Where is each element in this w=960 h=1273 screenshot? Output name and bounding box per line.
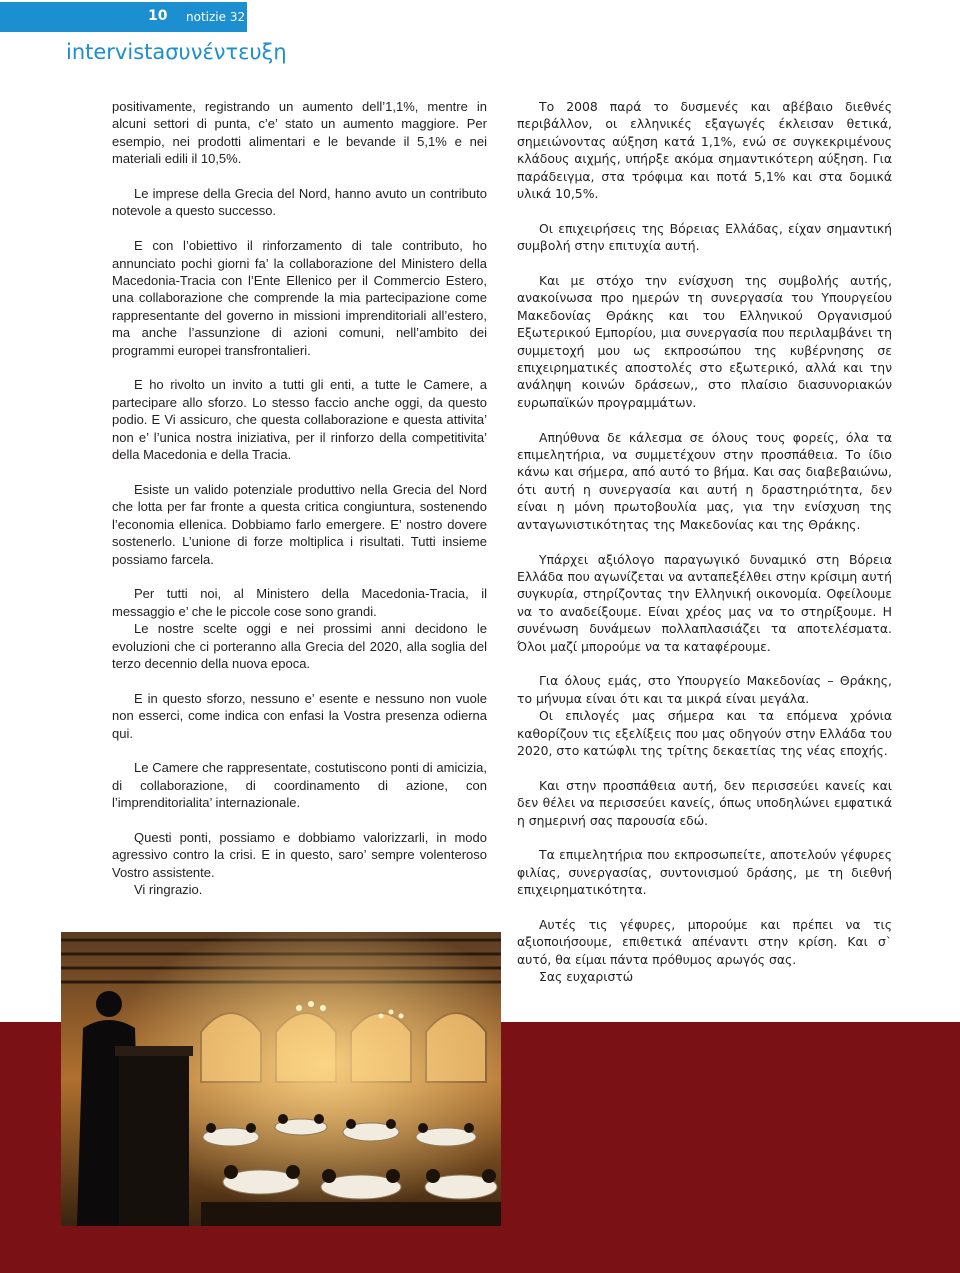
gr-paragraph-6: Για όλους εμάς, στο Υπουργείο Μακεδονίας – Θράκης, το μήνυμα είναι ότι και τα μικρά είναι μεγάλα. — [517, 673, 892, 706]
it-paragraph-9: Le Camere che rappresentate, costutiscono ponti di amicizia, di collaborazione, di coordinamento di azione, con l’imprenditorialita’ internazionale. — [112, 760, 487, 811]
it-paragraph-1: positivamente, registrando un aumento dell’1,1%, mentre in alcuni settori di punta, c’e’ stato un aumento maggiore. Per esempio, nei prodotti alimentari e le bevande il 5,1% e nei materiali edili il 10,5%. — [112, 99, 487, 167]
gr-paragraph-4: Απηύθυνα δε κάλεσμα σε όλους τους φορείς, όλα τα επιμελητήρια, να συμμετέχουν στην προσπάθεια. Το ίδιο κάνω και σήμερα, από αυτό το βήμα. Και σας διαβεβαιώνω, ότι αυτή η συνεργασία και αυτή η δραστηριότητα, δεν είναι η μόνη πρωτοβουλία μας, για την ενίσχυση της ανταγωνιστικότητας της Μακεδονίας και της Θράκης. — [517, 429, 892, 532]
banquet-hall-illustration — [61, 932, 501, 1226]
gr-paragraph-10: Αυτές τις γέφυρες, μπορούμε και πρέπει να τις αξιοποιήσουμε, επιθετικά απέναντι στην κρίση. Και σ` αυτό, θα είμαι πάντα πρόθυμος αρωγός σας. — [517, 916, 892, 967]
section-title-latin: intervista — [66, 40, 166, 64]
it-paragraph-10: Questi ponti, possiamo e dobbiamo valorizzarli, in modo agressivo contro la crisi. E in questo, saro’ sempre volenteroso Vostro assistente. — [112, 829, 487, 880]
it-paragraph-3: E con l’obiettivo il rinforzamento di tale contributo, ho annunciato pochi giorni fa’ la collaborazione del Ministero della Macedonia-Tracia con l’Ente Ellenico per il Commercio Estero, una collaborazione che comprende la mia partecipazione come rappresentante del governo in missioni imprenditoriali all’estero, ma anche l’assunzione di azioni comuni, nell’ambito dei programmi europei transfrontalieri. — [112, 238, 487, 358]
magazine-name: notizie 32 — [186, 10, 246, 24]
gr-paragraph-1: Το 2008 παρά το δυσμενές και αβέβαιο διεθνές περιβάλλον, οι ελληνικές εξαγωγές έκλεισαν θετικά, σημειώνοντας αύξηση κατά 1,1%, ενώ σε συγκεκριμένους κλάδους αιχμής, υπήρξε ακόμα σημαντικότερη αύξηση. Για παράδειγμα, στα τρόφιμα και ποτά 5,1% και στα δομικά υλικά 10,5%. — [517, 99, 892, 202]
gr-closing: Σας ευχαριστώ — [539, 969, 634, 985]
gr-paragraph-2: Οι επιχειρήσεις της Βόρειας Ελλάδας, είχαν σημαντική συμβολή στην επιτυχία αυτή. — [517, 220, 892, 254]
section-title-greek: συνέντευξη — [165, 40, 287, 64]
gr-paragraph-9: Τα επιμελητήρια που εκπροσωπείτε, αποτελούν γέφυρες φιλίας, συνεργασίας, συντονισμού δράσης, με τη διεθνή επιχειρηματικότητα. — [517, 847, 892, 898]
it-paragraph-4: E ho rivolto un invito a tutti gli enti, a tutte le Camere, a partecipare allo sforzo. Lo stesso faccio anche oggi, da questo podio. E Vi assicuro, che questa collaborazione e questa attivita’ non e’ l’unica nostra iniziativa, per il rinforzo della competitivita’ della Macedonia e della Tracia. — [112, 377, 487, 463]
gr-paragraph-7: Οι επιλογές μας σήμερα και τα επόμενα χρόνια καθορίζουν τις εξελίξεις που μας οδηγούν στην Ελλάδα του 2020, στο κατώφλι της τρίτης δεκαετίας της νέας εποχής. — [517, 708, 892, 758]
gr-paragraph-3: Και με στόχο την ενίσχυση της συμβολής αυτής, ανακοίνωσα προ ημερών τη συνεργασία του Υπουργείου Μακεδονίας Θράκης και του Ελληνικού Οργανισμού Εξωτερικού Εμπορίου, μια συνεργασία που περιλαμβάνει τη συμμετοχή μου ως εκπροσώπου της κυβέρνησης σε επιχειρηματικές αποστολές στο εξωτερικό, αλλά και την ανάληψη κοινών δράσεων,, στο πλαίσιο διασυνοριακών ευρωπαϊκών προγραμμάτων. — [517, 273, 892, 410]
it-paragraph-8: E in questo sforzo, nessuno e’ esente e nessuno non vuole non esserci, come indica con enfasi la Vostra presenza odierna qui. — [112, 690, 487, 741]
gr-paragraph-8: Και στην προσπάθεια αυτή, δεν περισσεύει κανείς και δεν θέλει να περισσεύει κανείς, όπως υποδηλώνει εμφατικά η σημερινή σας παρουσία εδώ. — [517, 777, 892, 828]
greek-column — [517, 98, 892, 1003]
gr-paragraph-5: Υπάρχει αξιόλογο παραγωγικό δυναμικό στη Βόρεια Ελλάδα που αγωνίζεται να ανταπεξέλθει στην κρίσιμη αυτή συγκυρία, στηρίζοντας την Ελληνική οικονομία. Οφείλουμε να το αναδείξουμε. Είναι χρέος μας να το στηρίξουμε. Η συνένωση δυνάμεων πολλαπλασιάζει τα αποτελέσματα. Όλοι μαζί μπορούμε να τα καταφέρουμε. — [517, 551, 892, 654]
header-bar — [0, 2, 247, 32]
page-number: 10 — [148, 8, 168, 24]
event-photo — [61, 932, 501, 1226]
it-paragraph-5: Esiste un valido potenziale produttivo nella Grecia del Nord che lotta per far fronte a questa critica congiuntura, sostenendo l’economia ellenica. Dobbiamo farlo emergere. E’ nostro dovere sostenerlo. L’unione di forze moltiplica i risultati. Tutti insieme possiamo farcela. — [112, 481, 487, 567]
it-paragraph-6: Per tutti noi, al Ministero della Macedonia-Tracia, il messaggio e’ che le piccole cose sono grandi. — [112, 586, 487, 619]
it-paragraph-7: Le nostre scelte oggi e nei prossimi anni decidono le evoluzioni che ci porteranno alla Grecia del 2020, alla soglia del terzo decennio della nuova epoca. — [112, 621, 487, 671]
section-title — [66, 40, 287, 64]
it-closing: Vi ringrazio. — [134, 882, 203, 898]
italian-column — [112, 98, 487, 916]
it-paragraph-2: Le imprese della Grecia del Nord, hanno avuto un contributo notevole a questo successo. — [112, 186, 487, 219]
